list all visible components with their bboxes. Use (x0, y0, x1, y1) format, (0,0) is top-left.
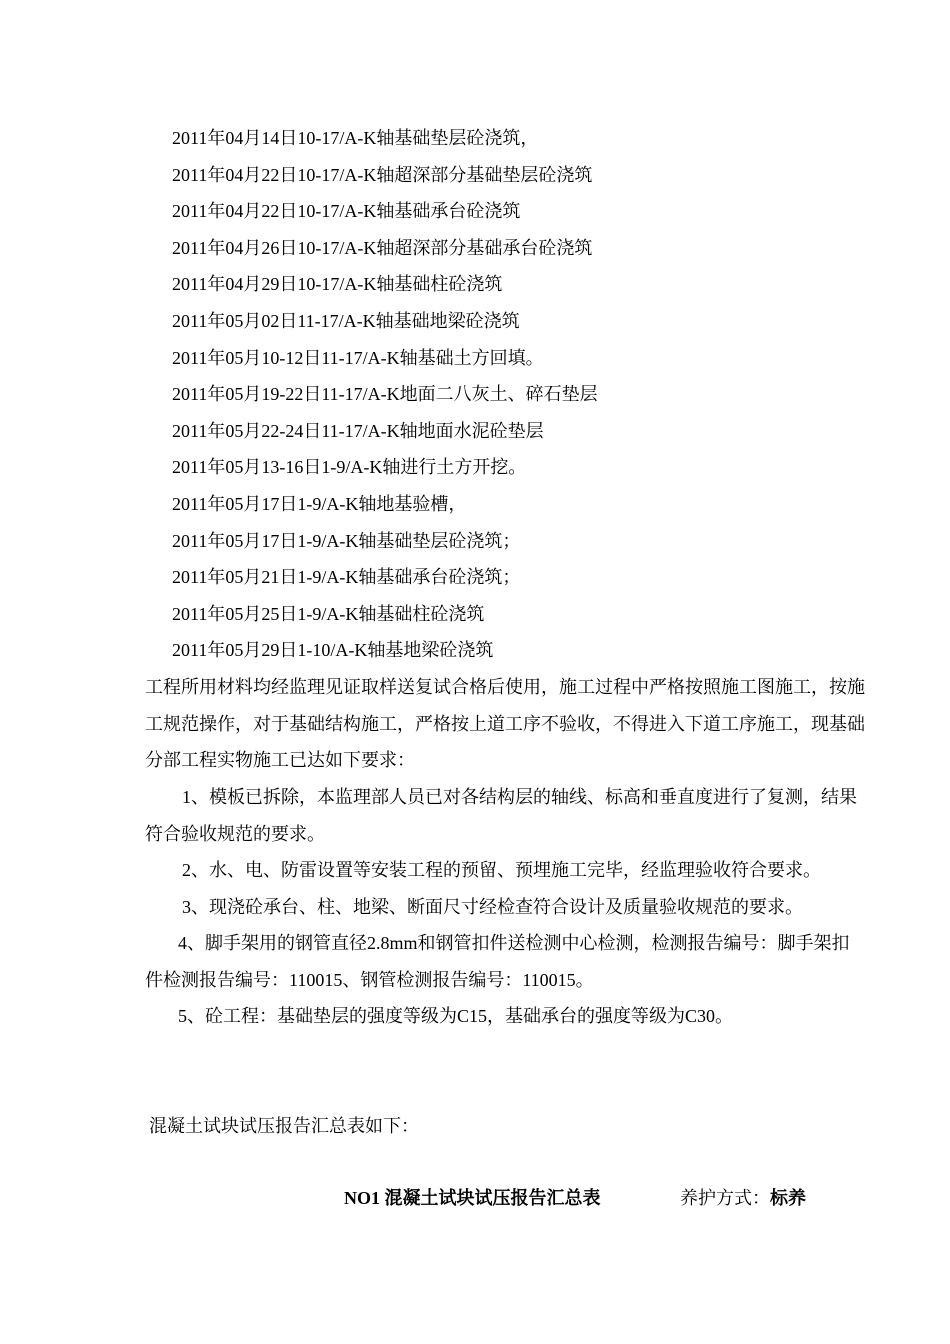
table-title: NO1 混凝土试块试压报告汇总表 (344, 1188, 601, 1208)
log-entry: 2011年04月14日10-17/A-K轴基础垫层砼浇筑， (172, 128, 539, 148)
log-entry: 2011年05月22-24日11-17/A-K轴地面水泥砼垫层 (172, 420, 544, 441)
log-entry: 2011年04月29日10-17/A-K轴基础柱砼浇筑 (172, 274, 503, 295)
curing-value: 标养 (770, 1188, 806, 1208)
construction-log-list (172, 120, 598, 669)
log-entry: 2011年05月10-12日11-17/A-K轴基础土方回填。 (172, 347, 544, 368)
requirement-item-2: 2、水、电、防雷设置等安装工程的预留、预埋施工完毕，经监理验收符合要求。 (182, 860, 821, 880)
curing-method (680, 1180, 806, 1216)
requirement-item-1: 1、模板已拆除，本监理部人员已对各结构层的轴线、标高和垂直度进行了复测，结果符合验收规范的要求。 (145, 787, 857, 844)
log-entry: 2011年05月17日1-9/A-K轴基础垫层砼浇筑； (172, 530, 521, 551)
log-entry: 2011年05月29日1-10/A-K轴基地梁砼浇筑 (172, 640, 494, 661)
summary-intro: 混凝土试块试压报告汇总表如下： (149, 1116, 419, 1136)
log-entry: 2011年05月02日11-17/A-K轴基础地梁砼浇筑 (172, 310, 520, 331)
log-entry: 2011年04月22日10-17/A-K轴超深部分基础垫层砼浇筑 (172, 164, 593, 185)
log-entry: 2011年05月13-16日1-9/A-K轴进行土方开挖。 (172, 457, 527, 478)
log-entry: 2011年05月21日1-9/A-K轴基础承台砼浇筑； (172, 567, 521, 588)
log-entry: 2011年05月17日1-9/A-K轴地基验槽， (172, 493, 467, 514)
log-entry: 2011年04月22日10-17/A-K轴基础承台砼浇筑 (172, 201, 521, 222)
requirement-item-3: 3、现浇砼承台、柱、地梁、断面尺寸经检查符合设计及质量验收规范的要求。 (182, 897, 803, 917)
curing-label: 养护方式： (680, 1188, 770, 1208)
log-entry: 2011年05月25日1-9/A-K轴基础柱砼浇筑 (172, 603, 485, 624)
requirement-item-4: 4、脚手架用的钢管直径2.8mm和钢管扣件送检测中心检测，检测报告编号：脚手架扣件检测报告编号：110015、钢管检测报告编号：110015。 (145, 933, 850, 990)
log-entry: 2011年05月19-22日11-17/A-K地面二八灰土、碎石垫层 (172, 384, 598, 405)
materials-paragraph: 工程所用材料均经监理见证取样送复试合格后使用，施工过程中严格按照施工图施工，按施工规范操作，对于基础结构施工，严格按上道工序不验收，不得进入下道工序施工，现基础分部工程实物施工已达如下要求： (145, 677, 865, 771)
log-entry: 2011年04月26日10-17/A-K轴超深部分基础承台砼浇筑 (172, 237, 593, 258)
requirement-item-5: 5、砼工程：基础垫层的强度等级为C15，基础承台的强度等级为C30。 (178, 1006, 734, 1026)
